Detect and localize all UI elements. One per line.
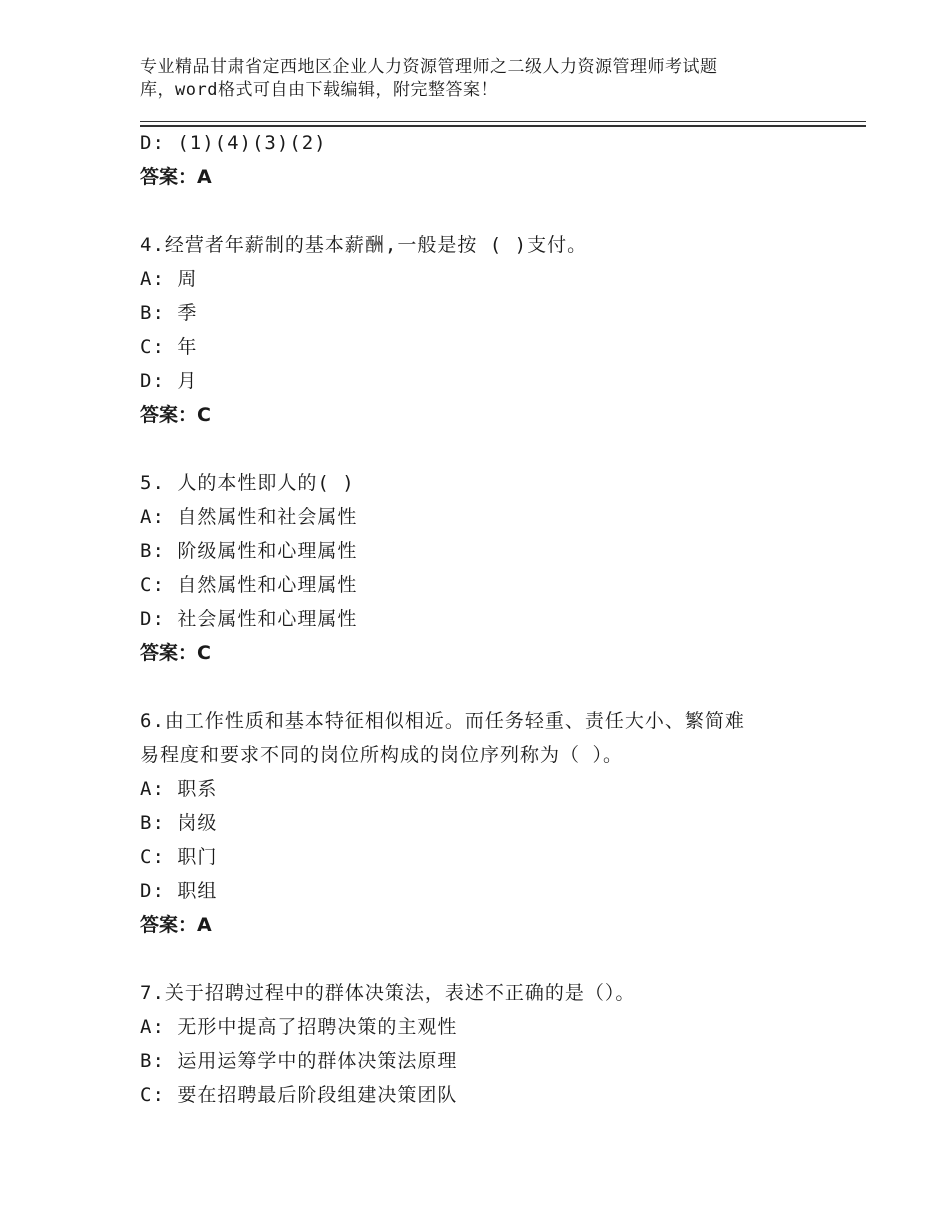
option-a: A: 无形中提高了招聘决策的主观性 bbox=[140, 1016, 458, 1038]
answer-line: 答案：C bbox=[140, 642, 211, 664]
document-header bbox=[140, 56, 840, 102]
answer-line: 答案：A bbox=[140, 166, 212, 188]
question-text: 7.关于招聘过程中的群体决策法，表述不正确的是（）。 bbox=[140, 982, 636, 1004]
option-a: A: 职系 bbox=[140, 778, 218, 800]
spacer bbox=[140, 670, 840, 704]
option-a: A: 自然属性和社会属性 bbox=[140, 506, 358, 528]
question-list bbox=[140, 126, 840, 1112]
option-b: B: 岗级 bbox=[140, 812, 218, 834]
spacer bbox=[140, 432, 840, 466]
header-title-line-1: 专业精品甘肃省定西地区企业人力资源管理师之二级人力资源管理师考试题 bbox=[140, 57, 718, 77]
option-c: C: 职门 bbox=[140, 846, 218, 868]
answer-line: 答案：A bbox=[140, 914, 212, 936]
option-a: A: 周 bbox=[140, 268, 198, 290]
header-title-line-2: 库，word格式可自由下载编辑，附完整答案！ bbox=[140, 80, 498, 100]
option-d: D: 月 bbox=[140, 370, 198, 392]
option-d: D: (1)(4)(3)(2) bbox=[140, 132, 327, 154]
spacer bbox=[140, 942, 840, 976]
option-b: B: 阶级属性和心理属性 bbox=[140, 540, 358, 562]
spacer bbox=[140, 194, 840, 228]
question-text: 6.由工作性质和基本特征相似相近。而任务轻重、责任大小、繁简难 bbox=[140, 710, 745, 732]
question-text: 4.经营者年薪制的基本薪酬,一般是按 ( )支付。 bbox=[140, 234, 588, 256]
option-d: D: 社会属性和心理属性 bbox=[140, 608, 358, 630]
option-b: B: 运用运筹学中的群体决策法原理 bbox=[140, 1050, 458, 1072]
option-d: D: 职组 bbox=[140, 880, 218, 902]
header-divider-thin bbox=[140, 121, 866, 122]
option-c: C: 年 bbox=[140, 336, 198, 358]
option-b: B: 季 bbox=[140, 302, 198, 324]
answer-line: 答案：C bbox=[140, 404, 211, 426]
option-c: C: 自然属性和心理属性 bbox=[140, 574, 358, 596]
option-c: C: 要在招聘最后阶段组建决策团队 bbox=[140, 1084, 458, 1106]
question-text: 5. 人的本性即人的( ) bbox=[140, 472, 355, 494]
question-text-continued: 易程度和要求不同的岗位所构成的岗位序列称为（ ）。 bbox=[140, 744, 623, 766]
